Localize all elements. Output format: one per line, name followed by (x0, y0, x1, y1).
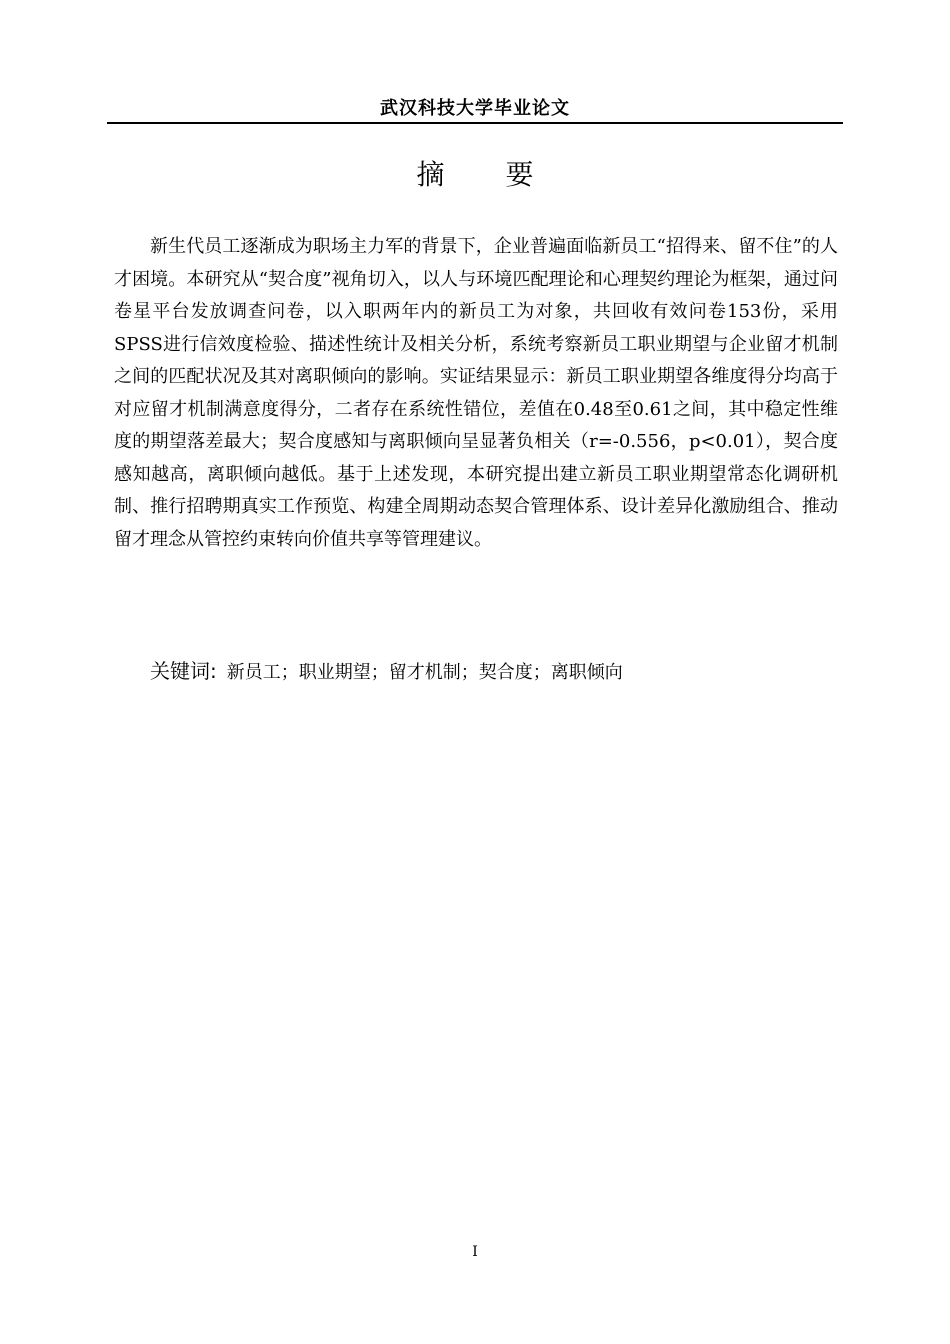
page-number: I (472, 1244, 478, 1260)
abstract-body: 新生代员工逐渐成为职场主力军的背景下，企业普遍面临新员工“招得来、留不住”的人才困境。本研究从“契合度”视角切入，以人与环境匹配理论和心理契约理论为框架，通过问卷星平台发放调查问卷，以入职两年内的新员工为对象，共回收有效问卷153份，采用SPSS进行信效度检验、描述性统计及相关分析，系统考察新员工职业期望与企业留才机制之间的匹配状况及其对离职倾向的影响。实证结果显示：新员工职业期望各维度得分均高于对应留才机制满意度得分，二者存在系统性错位，差值在0.48至0.61之间，其中稳定性维度的期望落差最大；契合度感知与离职倾向呈显著负相关（r=-0.556，p<0.01），契合度感知越高，离职倾向越低。基于上述发现，本研究提出建立新员工职业期望常态化调研机制、推行招聘期真实工作预览、构建全周期动态契合管理体系、设计差异化激励组合、推动留才理念从管控约束转向价值共享等管理建议。 (114, 236, 838, 550)
abstract-title: 摘 要 (416, 158, 560, 191)
keywords-values: 新员工；职业期望；留才机制；契合度；离职倾向 (226, 662, 623, 683)
keywords-line (150, 656, 840, 688)
running-header: 武汉科技大学毕业论文 (380, 98, 570, 119)
header-rule (107, 122, 843, 124)
keywords-label: 关键词: (150, 659, 217, 683)
